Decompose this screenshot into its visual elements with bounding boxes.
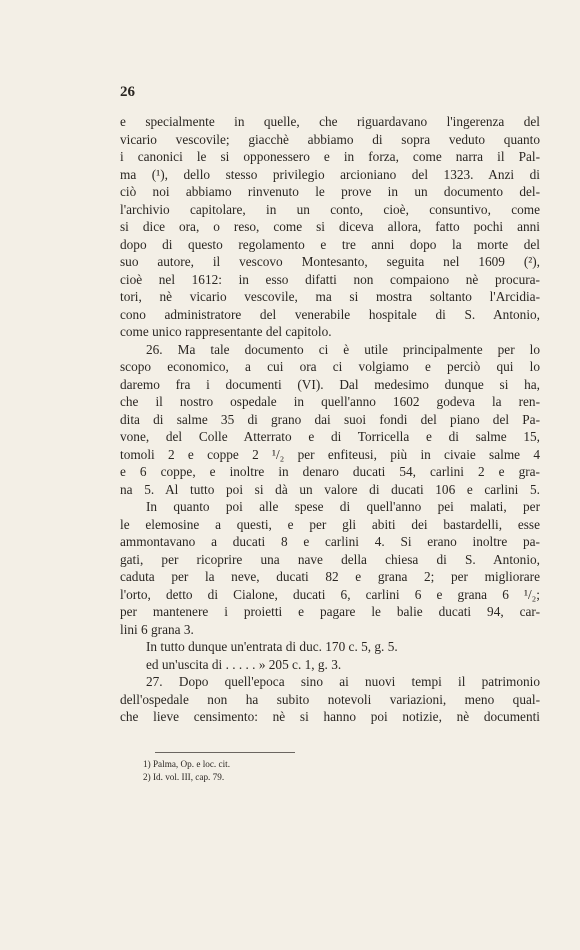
text-line: e specialmente in quelle, che riguardavano l'ingerenza del xyxy=(120,114,540,129)
text-line: i canonici le si opponessero e in forza, come narra il Pal- xyxy=(120,149,540,164)
text-line: che lieve censimento: nè si hanno poi notizie, nè documenti xyxy=(120,709,540,724)
text-line: per mantenere i proietti e pagare le balie ducati 94, car- xyxy=(120,604,540,619)
page-number: 26 xyxy=(120,84,135,100)
text-line: ma (¹), dello stesso privilegio arcioniano del 1323. Anzi di xyxy=(120,166,540,182)
text-line: l'orto, detto di Cialone, ducati 6, carlini 6 e grana 6 ¹/₂; xyxy=(120,586,540,602)
text-line: si dice ora, o reso, come si diceva allora, fatto pochi anni xyxy=(120,219,540,234)
text-line: lini 6 grana 3. xyxy=(120,621,194,637)
text-line: tomoli 2 e coppe 2 ¹/₂ per enfiteusi, più in civaie salme 4 xyxy=(120,446,540,462)
text-line: cioè nel 1612: in esso difatti non compaiono nè procura- xyxy=(120,271,540,287)
text-line: che il nostro ospedale in quell'anno 1602 godeva la ren- xyxy=(120,394,540,409)
text-line: na 5. Al tutto poi si dà un valore di ducati 106 e carlini 5. xyxy=(120,481,540,497)
text-line: vone, del Colle Atterrato e di Torricella e di salme 15, xyxy=(120,429,540,444)
paragraph-start: In quanto poi alle spese di quell'anno pei malati, per xyxy=(146,499,540,514)
text-line: daremo fra i documenti (VI). Dal medesimo dunque si ha, xyxy=(120,376,540,392)
text-line: dell'ospedale non ha subito notevoli variazioni, meno qual- xyxy=(120,691,540,707)
text-line: l'archivio capitolare, in un conto, cioè, consuntivo, come xyxy=(120,201,540,217)
text-line: suo autore, il vescovo Montesanto, seguita nel 1609 (²), xyxy=(120,254,540,269)
text-line: e 6 coppe, e inoltre in denaro ducati 54, carlini 2 e gra- xyxy=(120,464,540,479)
text-line: vicario vescovile; giacchè abbiamo di sopra veduto quanto xyxy=(120,131,540,147)
footnote-divider xyxy=(155,752,295,753)
summary-expense-line: ed un'uscita di . . . . . » 205 c. 1, g. 3. xyxy=(146,656,342,672)
text-line: caduta per la neve, ducati 82 e grana 2; per migliorare xyxy=(120,569,540,584)
text-line: ammontavano a ducati 8 e carlini 4. Si erano inoltre pa- xyxy=(120,534,540,549)
text-line-italic-phrase: cono administratore del venerabile hospitale di S. Antonio, xyxy=(120,306,540,322)
footnotes xyxy=(143,758,230,784)
paragraph-26-start: 26. Ma tale documento ci è utile principalmente per lo xyxy=(146,341,540,357)
text-line: dita di salme 35 di grano dai suoi fondi del piano del Pa- xyxy=(120,411,540,427)
footnote-2: 2) Id. vol. III, cap. 79. xyxy=(143,772,225,782)
text-line: dopo di questo regolamento e tre anni dopo la morte del xyxy=(120,236,540,252)
text-line: ciò noi abbiamo rinvenuto le prove in un documento del- xyxy=(120,184,540,199)
text-line: tori, nè vicario vescovile, ma si mostra soltanto l'Arcidia- xyxy=(120,289,540,304)
summary-income-line: In tutto dunque un'entrata di duc. 170 c. 5, g. 5. xyxy=(146,639,398,654)
text-line: come unico rappresentante del capitolo. xyxy=(120,324,332,339)
text-line: le elemosine a questi, e per gli abiti dei bastardelli, esse xyxy=(120,516,540,532)
body-text xyxy=(120,113,540,726)
paragraph-27-start: 27. Dopo quell'epoca sino ai nuovi tempi il patrimonio xyxy=(146,674,540,689)
footnote-1: 1) Palma, Op. e loc. cit. xyxy=(143,759,231,769)
text-line: gati, per ricoprire una nave della chiesa di S. Antonio, xyxy=(120,551,540,567)
text-line: scopo economico, a cui ora ci volgiamo e perciò qui lo xyxy=(120,359,540,374)
